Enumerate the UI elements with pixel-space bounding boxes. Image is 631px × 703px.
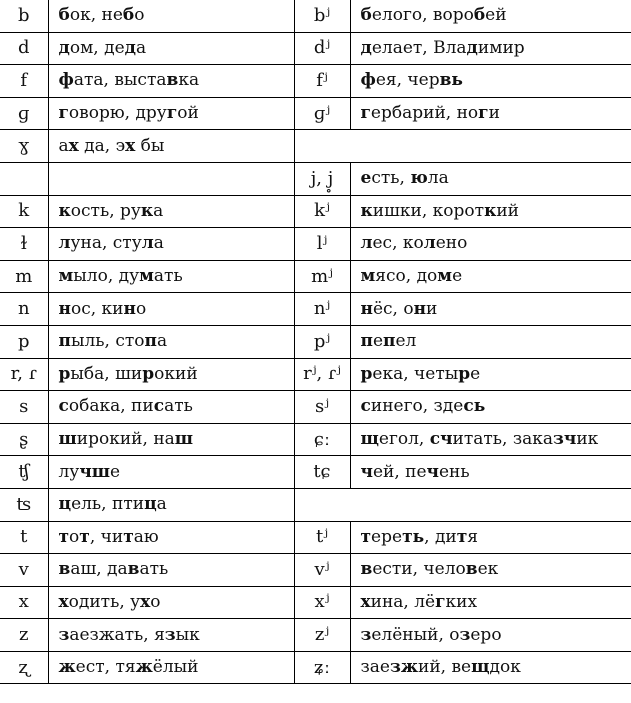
example-text: бы [135,135,165,156]
example-text: имир [477,37,525,58]
empty-cell [294,488,631,521]
table-row [0,423,631,456]
example-text: е [452,266,463,287]
example-text: , чи [89,526,124,547]
example-text: уна, сту [70,233,142,254]
soft-example-cell [350,391,631,424]
soft-example-cell [350,260,631,293]
soft-symbol-cell: lʲ [294,228,350,261]
example-text: елого, воро [371,5,474,26]
soft-symbol-cell: dʲ [294,32,350,65]
highlight-letter: ж [58,657,76,678]
example-text: ой [177,103,199,124]
example-text: ина, лё [370,591,436,612]
example-text: я [467,526,479,547]
highlight-letter: х [58,591,69,612]
highlight-letter: п [360,331,373,352]
example-text: ека, четы [372,363,459,384]
soft-symbol-cell: bʲ [294,0,350,32]
highlight-letter: н [360,298,373,319]
hard-example-cell [48,586,294,619]
example-text: ёлый [152,657,199,678]
example-text: ка [178,70,200,91]
table-row [0,325,631,358]
hard-symbol-cell: p [0,325,48,358]
soft-symbol-cell: tʲ [294,521,350,554]
example-text: одить, у [68,591,141,612]
example-text: ишки, корот [372,200,485,221]
empty-cell [294,130,631,163]
highlight-letter: е [360,168,372,189]
hard-symbol-cell: ɡ [0,97,48,130]
example-text: ла [427,168,449,189]
hard-example-cell [48,228,294,261]
example-text: а [153,200,164,221]
example-text: оворю, дру [68,103,167,124]
example-text: о [150,591,161,612]
highlight-letter: л [360,233,373,254]
hard-example-cell [48,293,294,326]
soft-example-cell [350,456,631,489]
highlight-letter: м [437,266,453,287]
soft-symbol-cell: xʲ [294,586,350,619]
hard-example-cell [48,162,294,195]
example-text: аезжать, я [69,624,165,645]
example-text: е [372,331,384,352]
soft-symbol-cell: kʲ [294,195,350,228]
soft-symbol-cell: j, j̥ [294,162,350,195]
highlight-letter: в [465,559,478,580]
highlight-letter: д [360,37,372,58]
example-text: а [58,135,69,156]
hard-example-cell [48,456,294,489]
example-text: ель, пти [71,494,145,515]
example-text: о [69,526,80,547]
table-row [0,65,631,98]
highlight-letter: б [473,5,486,26]
soft-symbol-cell: ɡʲ [294,97,350,130]
hard-symbol-cell: n [0,293,48,326]
soft-symbol-cell: ɕː [294,423,350,456]
example-text: и [488,103,500,124]
hard-symbol-cell: ʦ [0,488,48,521]
soft-example-cell [350,586,631,619]
example-text: е [110,461,121,482]
hard-example-cell [48,325,294,358]
table-row [0,130,631,163]
hard-example-cell [48,130,294,163]
example-text: ирокий, на [76,429,175,450]
highlight-letter: ф [360,70,376,91]
highlight-letter: вь [439,70,463,91]
hard-example-cell [48,554,294,587]
example-text: ень [439,461,470,482]
example-text: ата, выста [73,70,167,91]
example-text: лу [58,461,80,482]
example-text: ес, ко [372,233,424,254]
table-row [0,195,631,228]
hard-symbol-cell: s [0,391,48,424]
highlight-letter: р [458,363,471,384]
table-row [0,586,631,619]
highlight-letter: р [58,363,71,384]
example-text: ести, чело [372,559,466,580]
highlight-letter: т [456,526,468,547]
example-text: а [135,37,147,58]
highlight-letter: зч [553,429,577,450]
example-text: инего, зде [370,396,464,417]
highlight-letter: м [360,266,376,287]
soft-example-cell [350,423,631,456]
example-text: зае [360,657,390,678]
highlight-letter: в [166,70,179,91]
highlight-letter: в [58,559,71,580]
highlight-letter: ж [135,657,153,678]
soft-symbol-cell: ʑː [294,651,350,684]
highlight-letter: з [459,624,471,645]
example-text: ом, де [69,37,125,58]
table-row [0,32,631,65]
highlight-letter: ч [360,461,373,482]
soft-symbol-cell: zʲ [294,619,350,652]
highlight-letter: т [58,526,70,547]
example-text: ере [371,526,403,547]
soft-example-cell [350,0,631,32]
highlight-letter: п [383,331,396,352]
hard-symbol-cell: ɣ [0,130,48,163]
soft-example-cell [350,97,631,130]
soft-example-cell [350,162,631,195]
example-text: ать [164,396,193,417]
example-text: ий, ве [417,657,472,678]
example-text: ясо, до [375,266,438,287]
highlight-letter: т [360,526,372,547]
example-text: , ди [424,526,457,547]
example-text: док [489,657,521,678]
example-text: итать, зака [452,429,554,450]
highlight-letter: з [58,624,70,645]
soft-symbol-cell: rʲ, ɾʲ [294,358,350,391]
highlight-letter: п [144,331,157,352]
example-text: еро [470,624,502,645]
table-row [0,619,631,652]
hard-example-cell [48,423,294,456]
soft-example-cell [350,651,631,684]
highlight-letter: р [360,363,373,384]
highlight-letter: к [58,200,71,221]
example-text: ык [175,624,200,645]
highlight-letter: ц [144,494,157,515]
hard-example-cell [48,32,294,65]
highlight-letter: ф [58,70,74,91]
highlight-letter: с [58,396,69,417]
example-text: ос, ки [70,298,124,319]
soft-example-cell [350,293,631,326]
soft-symbol-cell: mʲ [294,260,350,293]
soft-symbol-cell: nʲ [294,293,350,326]
hard-symbol-cell: x [0,586,48,619]
highlight-letter: б [122,5,135,26]
highlight-letter: ю [410,168,428,189]
highlight-letter: в [360,559,373,580]
highlight-letter: ч [426,461,439,482]
table-row [0,0,631,32]
soft-symbol-cell: fʲ [294,65,350,98]
soft-example-cell [350,619,631,652]
highlight-letter: д [124,37,136,58]
hard-example-cell [48,260,294,293]
hard-symbol-cell: k [0,195,48,228]
highlight-letter: л [423,233,436,254]
soft-example-cell [350,554,631,587]
example-text: ей [485,5,507,26]
hard-symbol-cell: ɫ [0,228,48,261]
soft-example-cell [350,325,631,358]
highlight-letter: н [123,298,136,319]
example-text: елает, Вла [371,37,467,58]
hard-example-cell [48,391,294,424]
soft-example-cell [350,228,631,261]
highlight-letter: б [360,5,372,26]
soft-symbol-cell: vʲ [294,554,350,587]
highlight-letter: г [478,103,489,124]
example-text: ыль, сто [70,331,145,352]
example-text: ей, пе [372,461,427,482]
hard-example-cell [48,65,294,98]
table-row [0,97,631,130]
highlight-letter: л [58,233,71,254]
example-text: е [470,363,481,384]
highlight-letter: г [166,103,178,124]
highlight-letter: щ [471,657,490,678]
hard-example-cell [48,358,294,391]
hard-example-cell [48,0,294,32]
soft-symbol-cell: sʲ [294,391,350,424]
hard-symbol-cell: d [0,32,48,65]
example-text: ыба, ши [70,363,143,384]
highlight-letter: б [58,5,70,26]
example-text: ёс, о [372,298,414,319]
highlight-letter: п [58,331,71,352]
example-text: ербарий, но [370,103,479,124]
example-text: аш, да [70,559,128,580]
table-row [0,554,631,587]
highlight-letter: т [79,526,90,547]
hard-symbol-cell: ʂ [0,423,48,456]
soft-example-cell [350,65,631,98]
hard-example-cell [48,521,294,554]
soft-symbol-cell: pʲ [294,325,350,358]
highlight-letter: ш [174,429,194,450]
highlight-letter: с [360,396,371,417]
example-text: да, э [78,135,126,156]
highlight-letter: д [466,37,478,58]
highlight-letter: сь [463,396,486,417]
example-text: окий [154,363,198,384]
highlight-letter: х [68,135,79,156]
soft-symbol-cell: tɕ [294,456,350,489]
example-text: ено [435,233,468,254]
highlight-letter: зж [389,657,418,678]
table-row [0,228,631,261]
highlight-letter: х [125,135,136,156]
table-row [0,391,631,424]
hard-symbol-cell: ʐ [0,651,48,684]
example-text: а [153,233,164,254]
highlight-letter: к [484,200,497,221]
hard-symbol-cell [0,162,48,195]
highlight-letter: д [58,37,70,58]
soft-example-cell [350,32,631,65]
hard-symbol-cell: z [0,619,48,652]
example-text: аю [133,526,159,547]
highlight-letter: р [142,363,155,384]
highlight-letter: н [413,298,427,319]
example-text: ея, чер [375,70,440,91]
example-text: ик [576,429,599,450]
highlight-letter: ц [58,494,72,515]
example-text: егол, [378,429,430,450]
hard-symbol-cell: r, ɾ [0,358,48,391]
example-text: а [156,494,167,515]
highlight-letter: с [153,396,165,417]
highlight-letter: чш [79,461,111,482]
example-text: о [134,5,145,26]
example-text: ел [395,331,417,352]
example-text: ать [139,559,169,580]
soft-example-cell [350,195,631,228]
table-row [0,293,631,326]
highlight-letter: г [360,103,371,124]
highlight-letter: ш [58,429,77,450]
hard-example-cell [48,619,294,652]
highlight-letter: к [360,200,373,221]
highlight-letter: х [140,591,151,612]
example-text: и [426,298,438,319]
hard-example-cell [48,488,294,521]
highlight-letter: г [58,103,69,124]
hard-example-cell [48,97,294,130]
highlight-letter: з [360,624,372,645]
highlight-letter: в [127,559,140,580]
soft-example-cell [350,358,631,391]
soft-example-cell [350,521,631,554]
table-row [0,651,631,684]
example-text: а [156,331,168,352]
highlight-letter: сч [429,429,453,450]
highlight-letter: з [164,624,176,645]
highlight-letter: н [58,298,71,319]
example-text: ий [496,200,520,221]
highlight-letter: х [360,591,371,612]
table-row [0,162,631,195]
table-row [0,358,631,391]
example-text: сть, [371,168,411,189]
highlight-letter: ть [402,526,425,547]
hard-symbol-cell: ʧ [0,456,48,489]
example-text: ест, тя [75,657,136,678]
hard-symbol-cell: b [0,0,48,32]
example-text: о [135,298,147,319]
example-text: ок, не [69,5,123,26]
hard-symbol-cell: m [0,260,48,293]
example-text: ать [153,266,183,287]
example-text: ек [477,559,499,580]
hard-symbol-cell: f [0,65,48,98]
highlight-letter: щ [360,429,379,450]
highlight-letter: м [139,266,154,287]
example-text: ких [445,591,478,612]
highlight-letter: м [58,266,74,287]
hard-example-cell [48,195,294,228]
hard-symbol-cell: v [0,554,48,587]
example-text: ыло, ду [73,266,140,287]
table-row [0,521,631,554]
example-text: ость, ру [70,200,141,221]
table-row [0,456,631,489]
highlight-letter: к [140,200,154,221]
table-row [0,260,631,293]
hard-example-cell [48,651,294,684]
hard-symbol-cell: t [0,521,48,554]
table-row [0,488,631,521]
highlight-letter: т [123,526,134,547]
example-text: обака, пи [68,396,154,417]
highlight-letter: л [141,233,154,254]
highlight-letter: г [435,591,446,612]
example-text: елёный, о [371,624,460,645]
